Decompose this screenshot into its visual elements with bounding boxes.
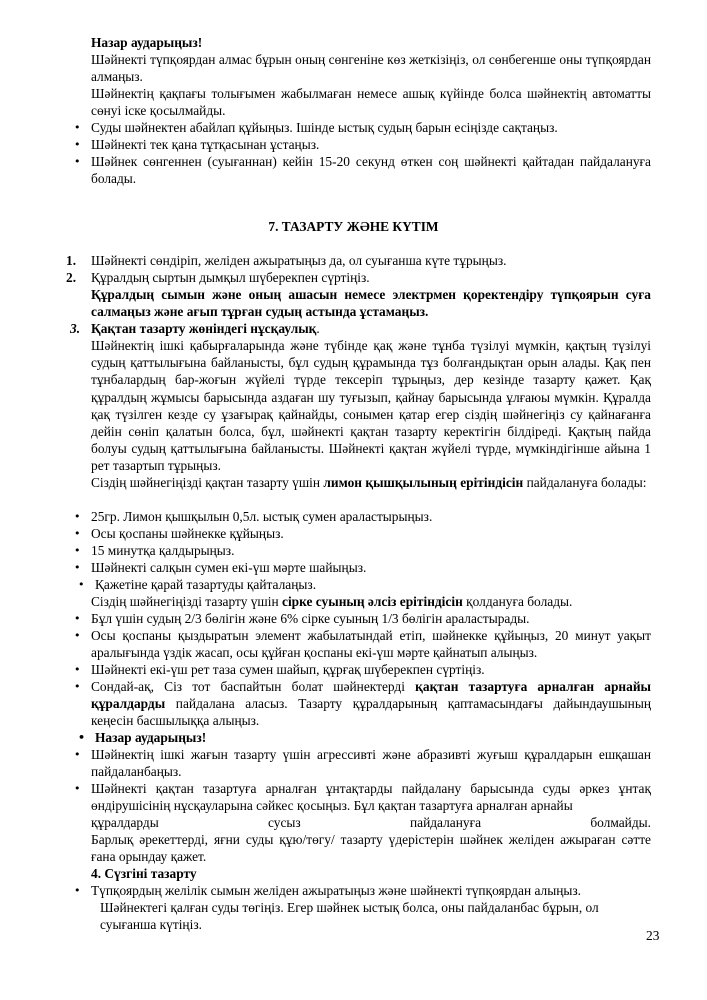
lemon-intro <box>91 474 651 491</box>
lemon-intro-pre: Сіздің шәйнегіңізді қақтан тазарту үшін <box>91 475 321 490</box>
step-4-title: 4. Сүзгіні тазарту <box>91 866 197 881</box>
step-3-title: Қақтан тазарту жөніндегі нұсқаулық <box>91 321 317 336</box>
powder-word-4: болмайды. <box>590 815 651 830</box>
vinegar-intro <box>91 593 651 610</box>
list-item: • Түпқоярдың желілік сымын желіден ажыратыңыз және шәйнекті түпқоярдан алыңыз. <box>91 882 651 899</box>
step-3-title-end: . <box>316 321 320 336</box>
step-number: 2. <box>66 270 77 285</box>
list-item: • Шәйнекті тек қана тұтқасынан ұстаңыз. <box>91 136 651 153</box>
list-item: • 15 минутқа қалдырыңыз. <box>91 542 651 559</box>
list-item: • Шәйнекті екі-үш рет таза сумен шайып, құрғақ шүберекпен сүртіңіз. <box>91 661 651 678</box>
list-item: • Осы қоспаны шәйнекке құйыңыз. <box>91 525 651 542</box>
attention-title: Назар аударыңыз! <box>91 35 203 50</box>
list-item: • Қажетіне қарай тазартуды қайталаңыз. <box>95 576 651 593</box>
list-item: • Шәйнекті салқын сумен екі-үш мәрте шайыңыз. <box>91 559 651 576</box>
list-item: • 25гр. Лимон қышқылын 0,5л. ыстық сумен араластырыңыз. <box>91 508 651 525</box>
lemon-intro-bold: лимон қышқылының ерітіндісін <box>323 475 524 490</box>
list-item: • Шәйнек сөнгеннен (суығаннан) кейін 15-20 секунд өткен соң шәйнекті қайтадан пайдалануға болады. <box>91 153 651 187</box>
powder-word-3: пайдалануға <box>409 815 482 830</box>
list-item: • Осы қоспаны қыздыратын элемент жабылатындай етіп, шәйнекке құйыңыз, 20 минут уақыт аралығында үздік жасап, осы құйған қоспаны екі-үш мәрте қайнатып алыңыз. <box>91 627 651 661</box>
step-4-tail: Шәйнектегі қалған суды төгіңіз. Егер шәйнек ыстық болса, оны пайдаланбас бұрын, ол суығанша күтіңіз. <box>100 900 599 933</box>
list-item: • Суды шәйнектен абайлап құйыңыз. Ішінде ыстық судың барын есіңізде сақтаңыз. <box>91 119 651 136</box>
special-tools-pre: Сондай-ақ, Сіз тот баспайтын болат шәйнектерді <box>91 679 405 694</box>
list-item: • Шәйнекті қақтан тазартуға арналған ұнтақтарды пайдалану барысында суды әркез ұнтақ өндірушісінің нұсқауларына сәйкес қосыңыз. Бұл қақтан тазартуға арналған арнайы <box>91 780 651 814</box>
list-item-special-tools <box>91 678 651 730</box>
vinegar-intro-pre: Сіздің шәйнегіңізді тазарту үшін <box>91 594 279 609</box>
section-heading: 7. ТАЗАРТУ ЖӘНЕ КҮТІМ <box>268 219 439 234</box>
special-tools-bold: қақтан тазартуға арналған арнайы құралдарды <box>91 679 651 712</box>
step-2-warning: Құралдың сымын және оның ашасын немесе электрмен қоректендіру түпқоярын суға салмаңыз және ағып тұрған судың астында ұстамаңыз. <box>91 287 651 320</box>
list-item: • Бұл үшін судың 2/3 бөлігін және 6% сірке суының 1/3 бөлігін араластырады. <box>91 610 651 627</box>
step-number: 1. <box>66 253 77 268</box>
special-tools-post: пайдалана аласыз. Тазарту құралдарының қаптамасындағы дайындаушының кеңесін басшылыққа алыңыз. <box>91 696 651 729</box>
step-3-paragraph: Шәйнектің ішкі қабырғаларында және түбінде қақ және тұнба түзілуі мүмкін, қақтың түзілуі судың қаттылығына байланысты, бұл судың құрамында тұз болғандықтан орын алады. Қақ пен тұнбалардың бар-жоғын жүйелі түрде тексеріп тұрыңыз, дер кезінде тазарту қажет. Қақ құралдың жұмысы барысында аздаған шу туғызып, қайнау барысында ұлғаюы мүмкін. Құралда қақ түзілген кезде су ұзағырақ қайнайды, сонымен қатар егер сіздің шәйнегіңіз су қайнағанға дейін сөніп қалатын болса, бұл, шәйнекті қақтан тазарту керектігін білдіреді. Қақтың пайда болуы судың қаттылығына байланысты. Шәйнекті қақтан жүйелі түрде, мүмкіндігінше айына 1 рет тазартып тұрыңыз. <box>91 338 651 474</box>
powder-line <box>91 814 651 831</box>
step-2-text: Құралдың сыртын дымқыл шүберекпен сүртіңіз. <box>91 270 370 285</box>
powder-word-2: сусыз <box>268 815 301 830</box>
vinegar-intro-bold: сірке суының әлсіз ерітіндісін <box>282 594 463 609</box>
list-item: • Шәйнектің ішкі жағын тазарту үшін агрессивті және абразивті жуғыш құралдарын ешқашан пайдаланбаңыз. <box>91 746 651 780</box>
powder-ending: Барлық әрекеттерді, яғни суды құю/төгу/ тазарту үдерістерін шәйнек желіден ажыраған сәтте ғана орындау қажет. <box>91 832 651 865</box>
step-3-heading <box>91 320 651 337</box>
step-number: 3. <box>70 321 81 336</box>
powder-word-1: құралдарды <box>91 815 159 830</box>
vinegar-intro-post: қолдануға болады. <box>466 594 573 609</box>
attention-para-1: Шәйнекті түпқоярдан алмас бұрын оның сөнгеніне көз жеткізіңіз, ол сөнбегенше оны түпқоярдан алмаңыз. <box>91 52 651 85</box>
attention-2-title: • Назар аударыңыз! <box>95 729 651 746</box>
page-number: 23 <box>646 928 660 943</box>
lemon-intro-post: пайдалануға болады: <box>526 475 647 490</box>
attention-para-2: Шәйнектің қақпағы толығымен жабылмаған немесе ашық күйінде болса шәйнектің автоматты сөнуі іске қосылмайды. <box>91 86 651 119</box>
step-1-text: Шәйнекті сөндіріп, желіден ажыратыңыз да, ол суығанша күте тұрыңыз. <box>91 253 507 268</box>
